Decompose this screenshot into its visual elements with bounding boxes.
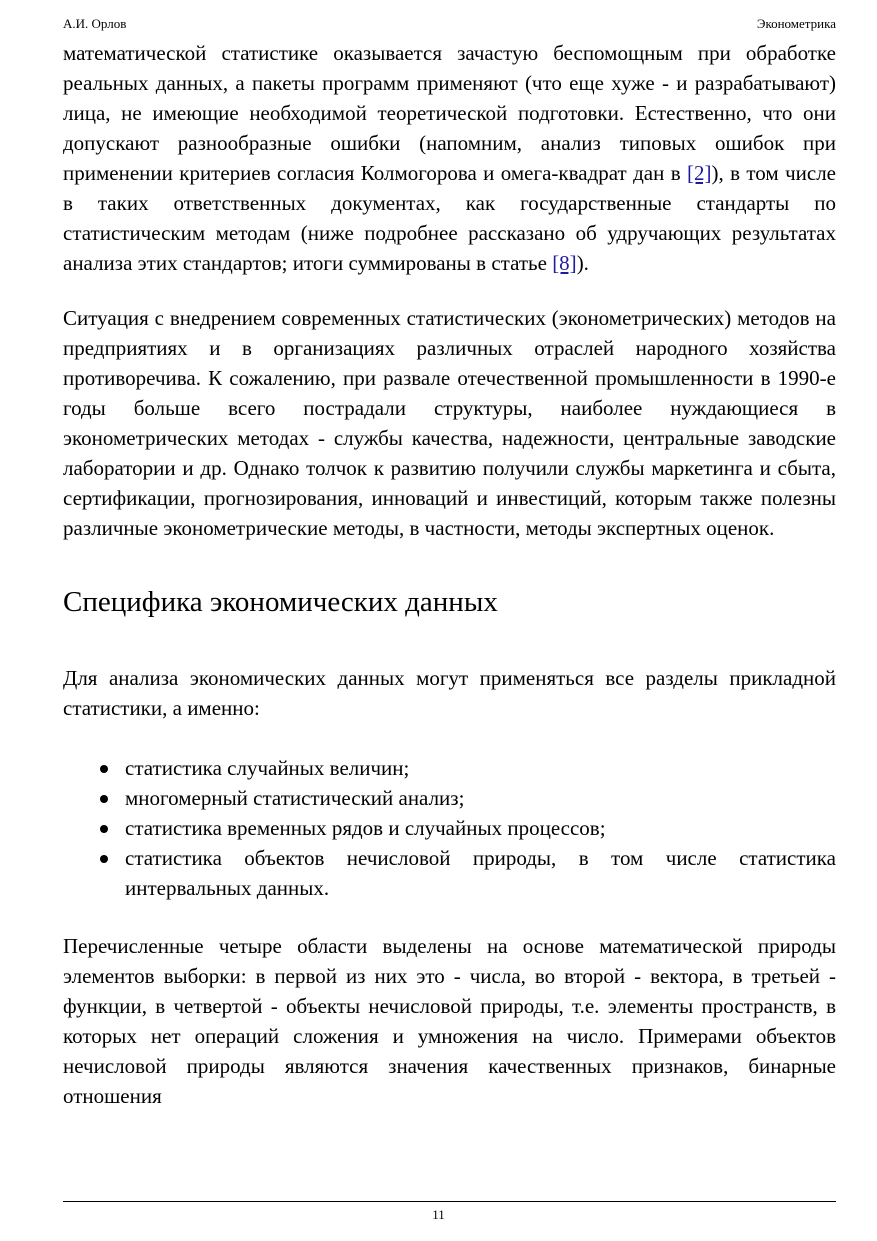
bullet-list — [63, 753, 836, 903]
list-item-text: статистика временных рядов и случайных процессов; — [125, 816, 606, 840]
bullet-icon — [100, 825, 108, 833]
bullet-icon — [100, 855, 108, 863]
list-item-text: многомерный статистический анализ; — [125, 786, 465, 810]
paragraph-2: Ситуация с внедрением современных статистических (эконометрических) методов на предприятиях и в организациях различных отраслей народного хозяйства противоречива. К сожалению, при развале отечественной промышленности в 1990-е годы больше всего пострадали структуры, наиболее нуждающиеся в эконометрических методах - службы качества, надежности, центральные заводские лаборатории и др. Однако толчок к развитию получили службы маркетинга и сбыта, сертификации, прогнозирования, инноваций и инвестиций, которым также полезны различные эконометрические методы, в частности, методы экспертных оценок. — [63, 306, 836, 540]
bullet-icon — [100, 795, 108, 803]
running-header — [63, 15, 836, 33]
list-item-text: статистика объектов нечисловой природы, в том числе статистика интервальных данных. — [125, 846, 836, 900]
footer-divider — [63, 1201, 836, 1202]
paragraph-4: Перечисленные четыре области выделены на основе математической природы элементов выборки: в первой из них это - числа, во второй - вектора, в третьей - функции, в четвертой - объекты нечисловой природы, т.е. элементы пространств, в которых нет операций сложения и умножения на число. Примерами объектов нечисловой природы являются значения качественных признаков, бинарные отношения — [63, 934, 836, 1108]
bullet-icon — [100, 765, 108, 773]
list-item-text: статистика случайных величин; — [125, 756, 410, 780]
section-heading: Специфика экономических данных — [63, 586, 498, 618]
list-item — [63, 843, 836, 903]
citation-link-2[interactable]: [2] — [687, 161, 712, 185]
header-author: А.И. Орлов — [63, 16, 127, 31]
page-content — [63, 38, 836, 1204]
list-item — [63, 813, 836, 843]
citation-link-8[interactable]: [8] — [552, 251, 577, 275]
page-number: 11 — [432, 1207, 445, 1222]
list-item — [63, 783, 836, 813]
paragraph-1-text-b: ), в том числе в таких ответственных документах, как государственные стандарты по статистическим методам (ниже подробнее рассказано об удручающих результатах анализа этих стандартов; итоги суммированы в статье — [63, 161, 836, 275]
paragraph-3: Для анализа экономических данных могут применяться все разделы прикладной статистики, а именно: — [63, 666, 836, 720]
paragraph-1 — [63, 38, 836, 278]
header-title: Эконометрика — [756, 16, 836, 31]
list-item — [63, 753, 836, 783]
paragraph-1-text-c: ). — [576, 251, 589, 275]
paragraph-1-text-a: математической статистике оказывается зачастую беспомощным при обработке реальных данных, а пакеты программ применяют (что еще хуже - и разрабатывают) лица, не имеющие необходимой теоретической подготовки. Естественно, что они допускают разнообразные ошибки (напомним, анализ типовых ошибок при применении критериев согласия Колмогорова и омега-квадрат дан в — [63, 41, 836, 185]
